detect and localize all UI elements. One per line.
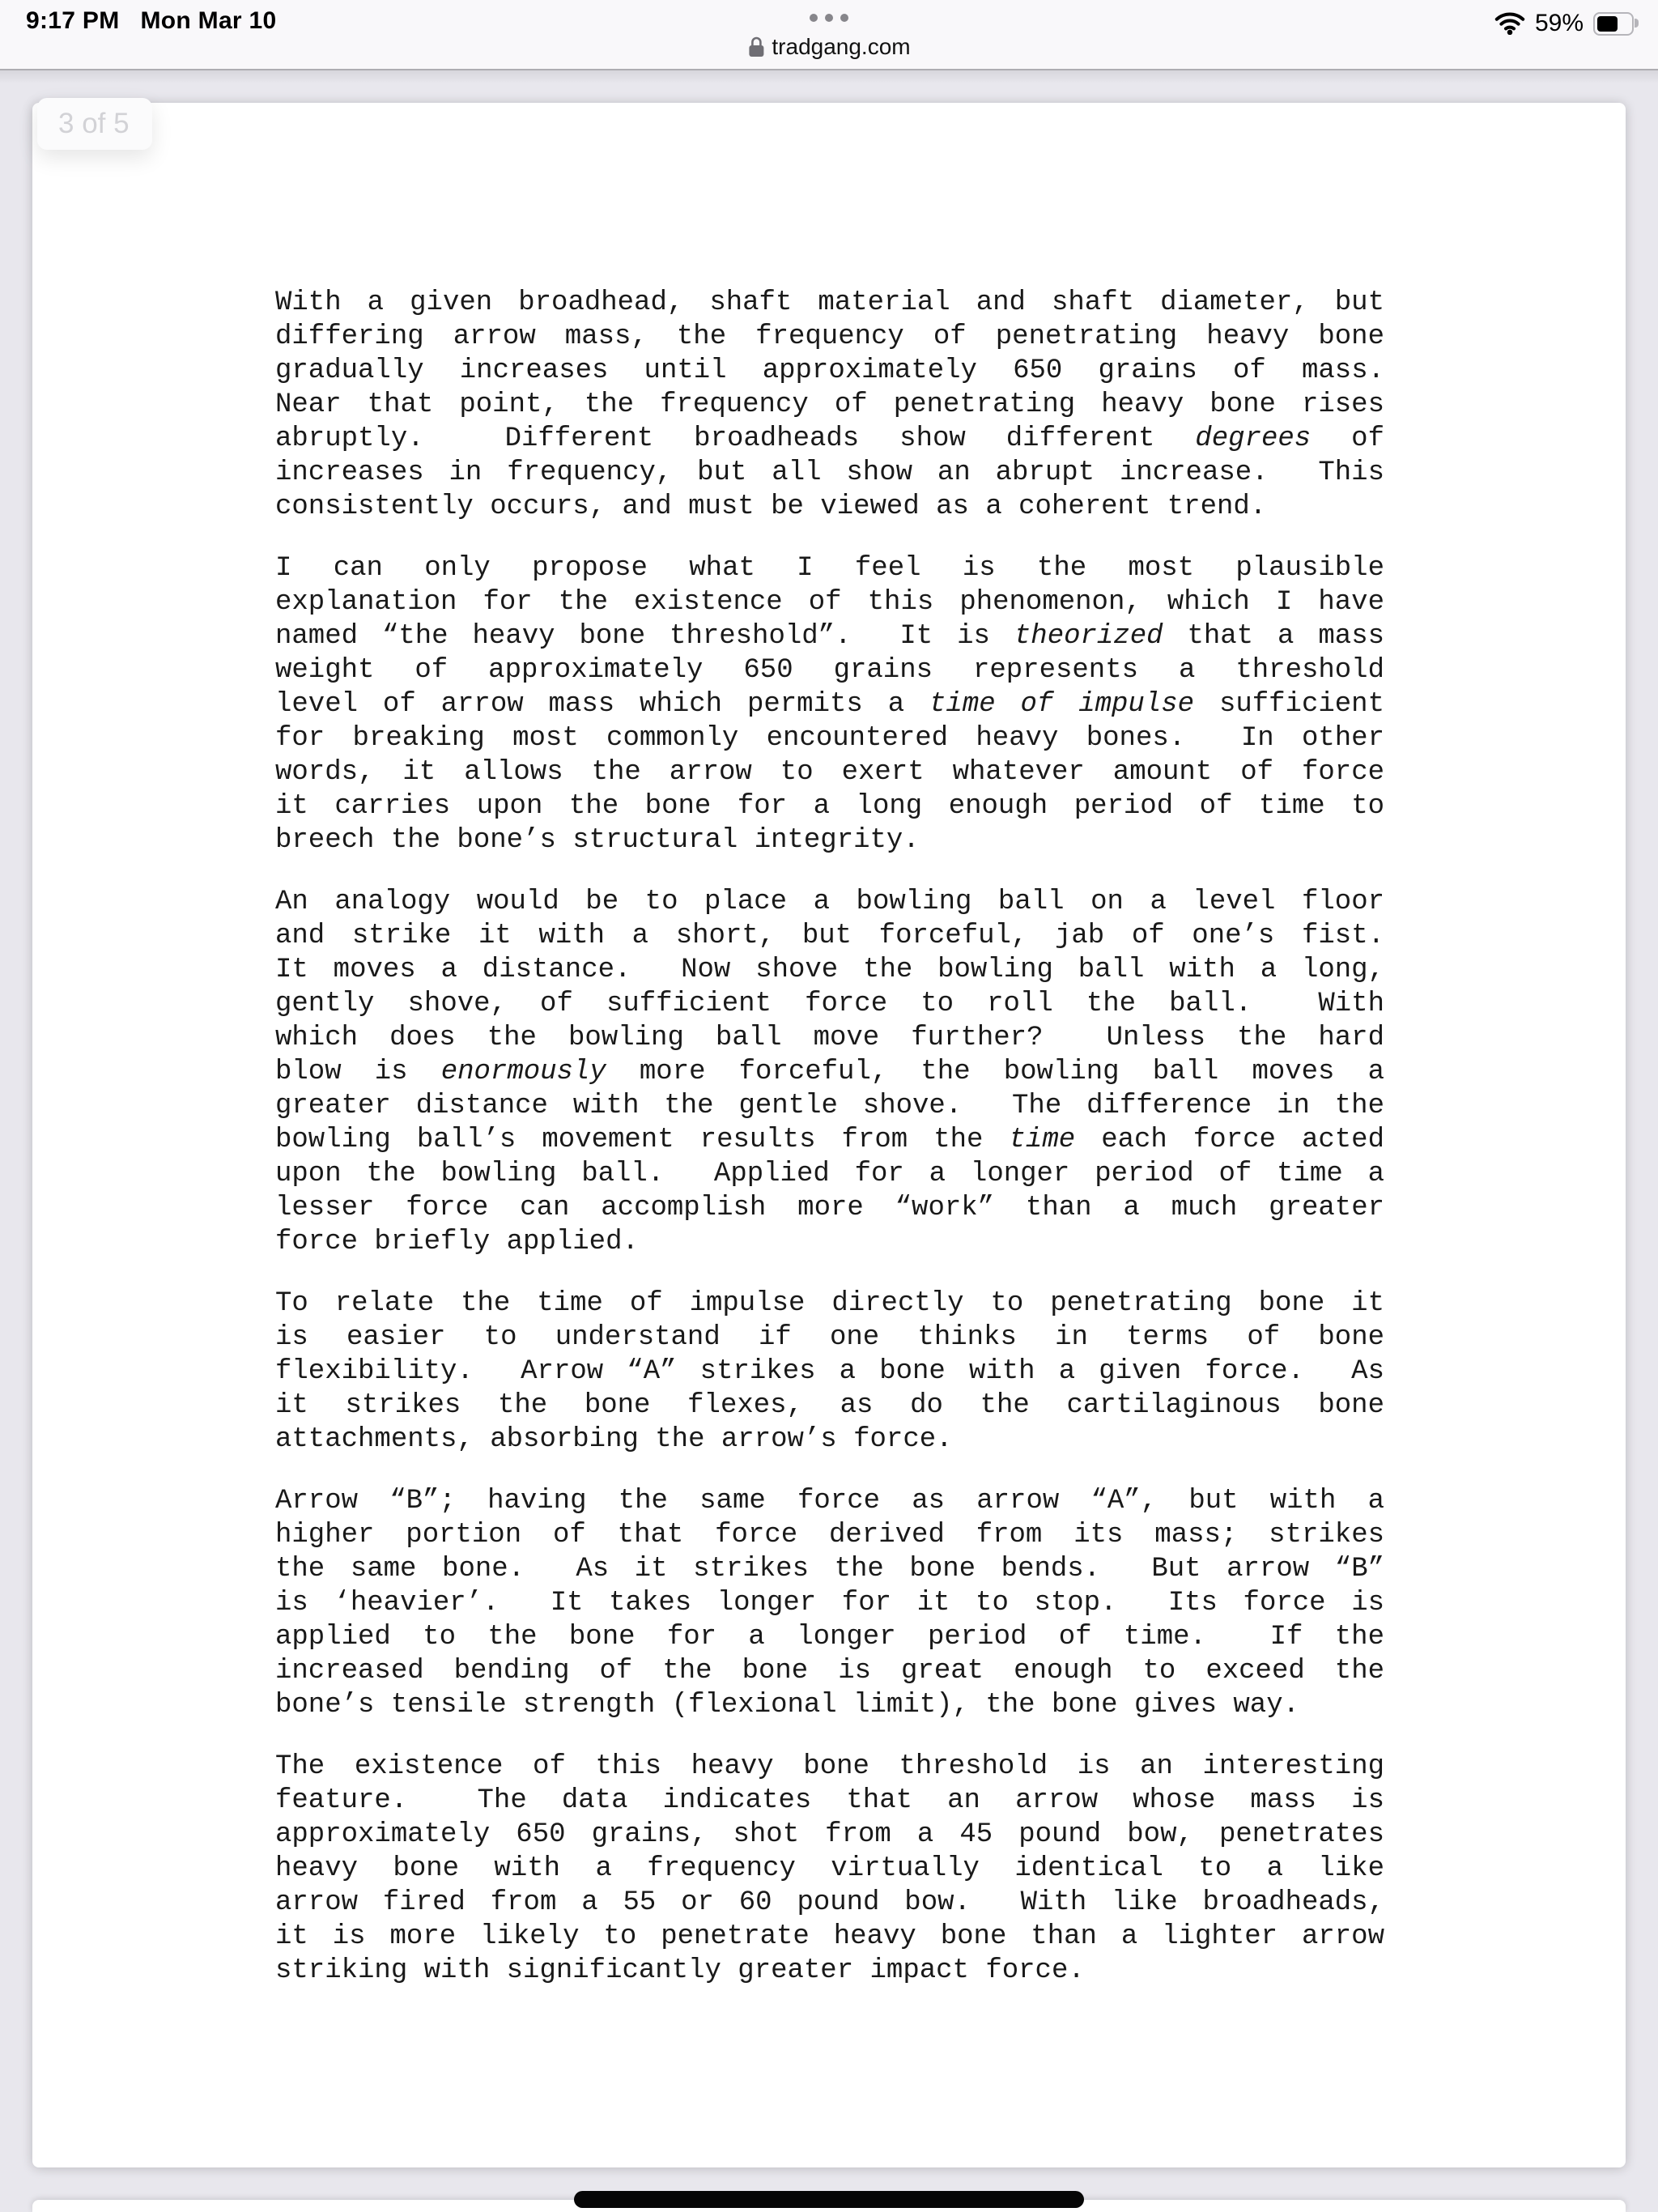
status-right — [1494, 10, 1634, 37]
text-line: the same bone. As it strikes the bone bends. But arrow “B” — [275, 1554, 1384, 1585]
dot-icon — [840, 14, 848, 22]
text-line: named “the heavy bone threshold”. It is theorized that a mass — [275, 621, 1384, 652]
text-line: Near that point, the frequency of penetrating heavy bone rises — [275, 389, 1384, 420]
document-text — [275, 286, 1384, 2015]
text-line: bone’s tensile strength (flexional limit), the bone gives way. — [275, 1690, 1300, 1721]
text-line: it is more likely to penetrate heavy bone than a lighter arrow — [275, 1921, 1384, 1952]
text-line: It moves a distance. Now shove the bowling ball with a long, — [275, 955, 1384, 985]
page-indicator — [37, 98, 152, 150]
text-line: differing arrow mass, the frequency of penetrating heavy bone — [275, 321, 1384, 352]
text-line: increased bending of the bone is great enough to exceed the — [275, 1656, 1384, 1687]
paragraph — [275, 551, 1384, 857]
text-line: gently shove, of sufficient force to roll the ball. With — [275, 989, 1384, 1019]
text-line: it strikes the bone flexes, as do the cartilaginous bone — [275, 1390, 1384, 1421]
text-line: feature. The data indicates that an arrow whose mass is — [275, 1785, 1384, 1816]
text-line: which does the bowling ball move further? Unless the hard — [275, 1023, 1384, 1053]
address-bar[interactable] — [747, 34, 910, 60]
text-line: upon the bowling ball. Applied for a longer period of time a — [275, 1159, 1384, 1189]
text-line: increases in frequency, but all show an abrupt increase. This — [275, 457, 1384, 488]
home-indicator[interactable] — [574, 2191, 1084, 2208]
text-line: is easier to understand if one thinks in terms of bone — [275, 1322, 1384, 1353]
battery-nub — [1635, 19, 1639, 28]
text-line: Arrow “B”; having the same force as arrow “A”, but with a — [275, 1486, 1384, 1516]
wifi-icon — [1494, 12, 1525, 35]
text-line: heavy bone with a frequency virtually identical to a like — [275, 1853, 1384, 1884]
text-line: An analogy would be to place a bowling ball on a level floor — [275, 887, 1384, 917]
page-indicator-label: 3 of 5 — [58, 108, 130, 139]
text-line: is ‘heavier’. It takes longer for it to stop. Its force is — [275, 1588, 1384, 1619]
text-line: applied to the bone for a longer period of time. If the — [275, 1622, 1384, 1653]
paragraph — [275, 286, 1384, 524]
text-line: it carries upon the bone for a long enough period of time to — [275, 791, 1384, 822]
text-line: explanation for the existence of this phenomenon, which I have — [275, 587, 1384, 618]
text-line: greater distance with the gentle shove. The difference in the — [275, 1091, 1384, 1121]
text-line: weight of approximately 650 grains represents a threshold — [275, 655, 1384, 686]
battery-percent: 59% — [1534, 10, 1584, 36]
text-line: consistently occurs, and must be viewed as a coherent trend. — [275, 491, 1267, 522]
chrome-shadow — [0, 70, 1658, 83]
text-line: The existence of this heavy bone threshold is an interesting — [275, 1751, 1384, 1782]
safari-chrome — [0, 0, 1658, 70]
text-line: arrow fired from a 55 or 60 pound bow. With like broadheads, — [275, 1887, 1384, 1918]
paragraph — [275, 885, 1384, 1259]
clock: 9:17 PM — [26, 7, 120, 34]
text-line: breech the bone’s structural integrity. — [275, 825, 920, 856]
battery-icon — [1593, 12, 1634, 36]
text-line: bowling ball’s movement results from the time each force acted — [275, 1125, 1384, 1155]
text-line: and strike it with a short, but forceful, jab of one’s fist. — [275, 921, 1384, 951]
text-line: I can only propose what I feel is the most plausible — [275, 553, 1384, 584]
text-line: level of arrow mass which permits a time of impulse sufficient — [275, 689, 1384, 720]
text-line: striking with significantly greater impact force. — [275, 1955, 1085, 1986]
paragraph — [275, 1484, 1384, 1722]
text-line: abruptly. Different broadheads show different degrees of — [275, 423, 1384, 454]
text-line: gradually increases until approximately 650 grains of mass. — [275, 355, 1384, 386]
text-line: force briefly applied. — [275, 1227, 639, 1257]
lock-icon — [747, 36, 765, 58]
battery-fill — [1597, 16, 1618, 32]
paragraph — [275, 1750, 1384, 1988]
dot-icon — [825, 14, 833, 22]
multitask-indicator-icon[interactable] — [810, 14, 848, 22]
text-line: blow is enormously more forceful, the bowling ball moves a — [275, 1057, 1384, 1087]
text-line: words, it allows the arrow to exert whatever amount of force — [275, 757, 1384, 788]
text-line: lesser force can accomplish more “work” than a much greater — [275, 1193, 1384, 1223]
text-line: flexibility. Arrow “A” strikes a bone with a given force. As — [275, 1356, 1384, 1387]
status-left — [26, 7, 277, 35]
text-line: higher portion of that force derived from its mass; strikes — [275, 1520, 1384, 1551]
text-line: With a given broadhead, shaft material and shaft diameter, but — [275, 287, 1384, 318]
paragraph — [275, 1287, 1384, 1457]
text-line: attachments, absorbing the arrow’s force. — [275, 1424, 953, 1455]
address-domain: tradgang.com — [772, 34, 911, 59]
pdf-page-3[interactable] — [32, 103, 1626, 2167]
text-line: To relate the time of impulse directly to penetrating bone it — [275, 1288, 1384, 1319]
text-line: for breaking most commonly encountered heavy bones. In other — [275, 723, 1384, 754]
dot-icon — [810, 14, 818, 22]
text-line: approximately 650 grains, shot from a 45 pound bow, penetrates — [275, 1819, 1384, 1850]
date: Mon Mar 10 — [140, 7, 277, 34]
